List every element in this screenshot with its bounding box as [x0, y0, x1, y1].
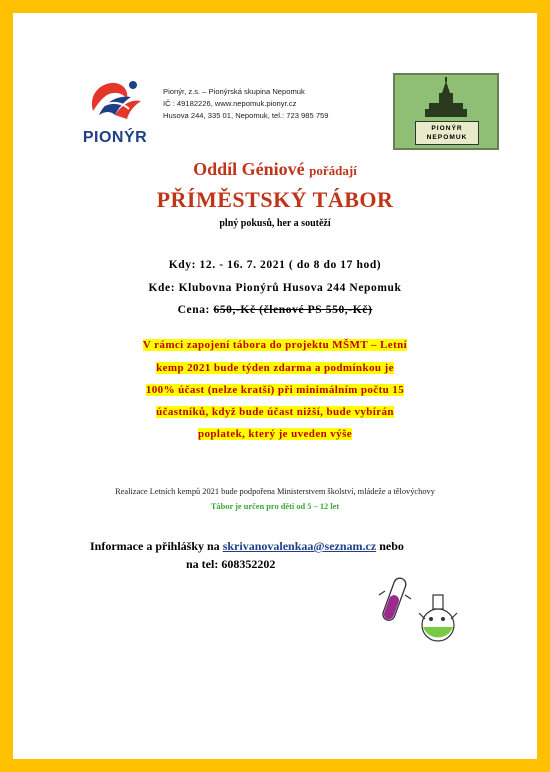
contact-line	[90, 537, 404, 555]
test-tube-icon	[381, 577, 407, 622]
price-value: 650,-Kč (členové PS 550,-Kč)	[213, 304, 373, 316]
org-address: Husova 244, 335 01, Nepomuk, tel.: 723 985 759	[163, 111, 329, 120]
highlight-text-1: V rámci zapojení tábora do projektu MŠMT – Letní	[142, 339, 408, 351]
age-note: Tábor je určen pro děti od 5 – 12 let	[210, 502, 340, 511]
where-line: Kde: Klubovna Pionýrů Husova 244 Nepomuk	[148, 282, 402, 294]
logo-right-line2: NEPOMUK	[426, 134, 468, 141]
nepomuk-plate	[415, 121, 479, 145]
highlight-line-3	[118, 380, 432, 398]
contact-prefix: Informace a přihlášky na	[90, 539, 220, 553]
logo-right-line1: PIONÝR	[431, 125, 463, 132]
org-id-web: IČ : 49182226, www.nepomuk.pionyr.cz	[163, 99, 297, 108]
subtitle: plný pokusů, her a soutěží	[219, 218, 331, 229]
highlight-line-1	[118, 335, 432, 353]
funding-note: Realizace Letních kempů 2021 bude podpořena Ministerstvem školství, mládeže a tělovýchovy	[115, 487, 435, 496]
organizer-name: Oddíl Géniové	[193, 159, 305, 179]
bird-icon	[75, 71, 155, 129]
highlight-text-2: kemp 2021 bude týden zdarma a podmínkou je	[156, 362, 394, 374]
flyer-page	[13, 13, 537, 759]
page-title: PŘÍMĚSTSKÝ TÁBOR	[156, 187, 394, 212]
contact-suffix: nebo	[379, 539, 404, 553]
lab-glassware-icon	[375, 573, 475, 645]
org-name: Pionýr, z.s. – Pionýrská skupina Nepomuk	[163, 87, 305, 96]
organization-info	[163, 86, 383, 122]
pionyr-logo-text: PIONÝR	[82, 129, 148, 146]
pionyr-nepomuk-logo	[393, 73, 499, 150]
highlight-line-4	[118, 402, 432, 420]
organizer-heading	[13, 159, 537, 180]
highlight-line-2	[118, 358, 432, 376]
highlight-text-5: poplatek, který je uveden výše	[197, 428, 353, 440]
when-line: Kdy: 12. - 16. 7. 2021 ( do 8 do 17 hod)	[168, 259, 382, 271]
pionyr-logo	[75, 71, 155, 151]
email-link[interactable]: skrivanovalenkaa@seznam.cz	[222, 539, 377, 553]
contact-info	[90, 537, 404, 573]
price-label: Cena:	[177, 304, 210, 316]
church-icon	[395, 75, 497, 123]
flask-icon	[419, 595, 457, 641]
phone-line: na tel: 608352202	[186, 557, 276, 571]
organizer-verb: pořádají	[309, 163, 357, 178]
highlight-line-5	[118, 424, 432, 442]
price-line	[13, 304, 537, 316]
highlight-text-3: 100% účast (nelze kratší) při minimálním počtu 15	[145, 384, 405, 396]
highlight-text-4: účastníků, když bude účast nižší, bude vybírán	[156, 406, 394, 418]
